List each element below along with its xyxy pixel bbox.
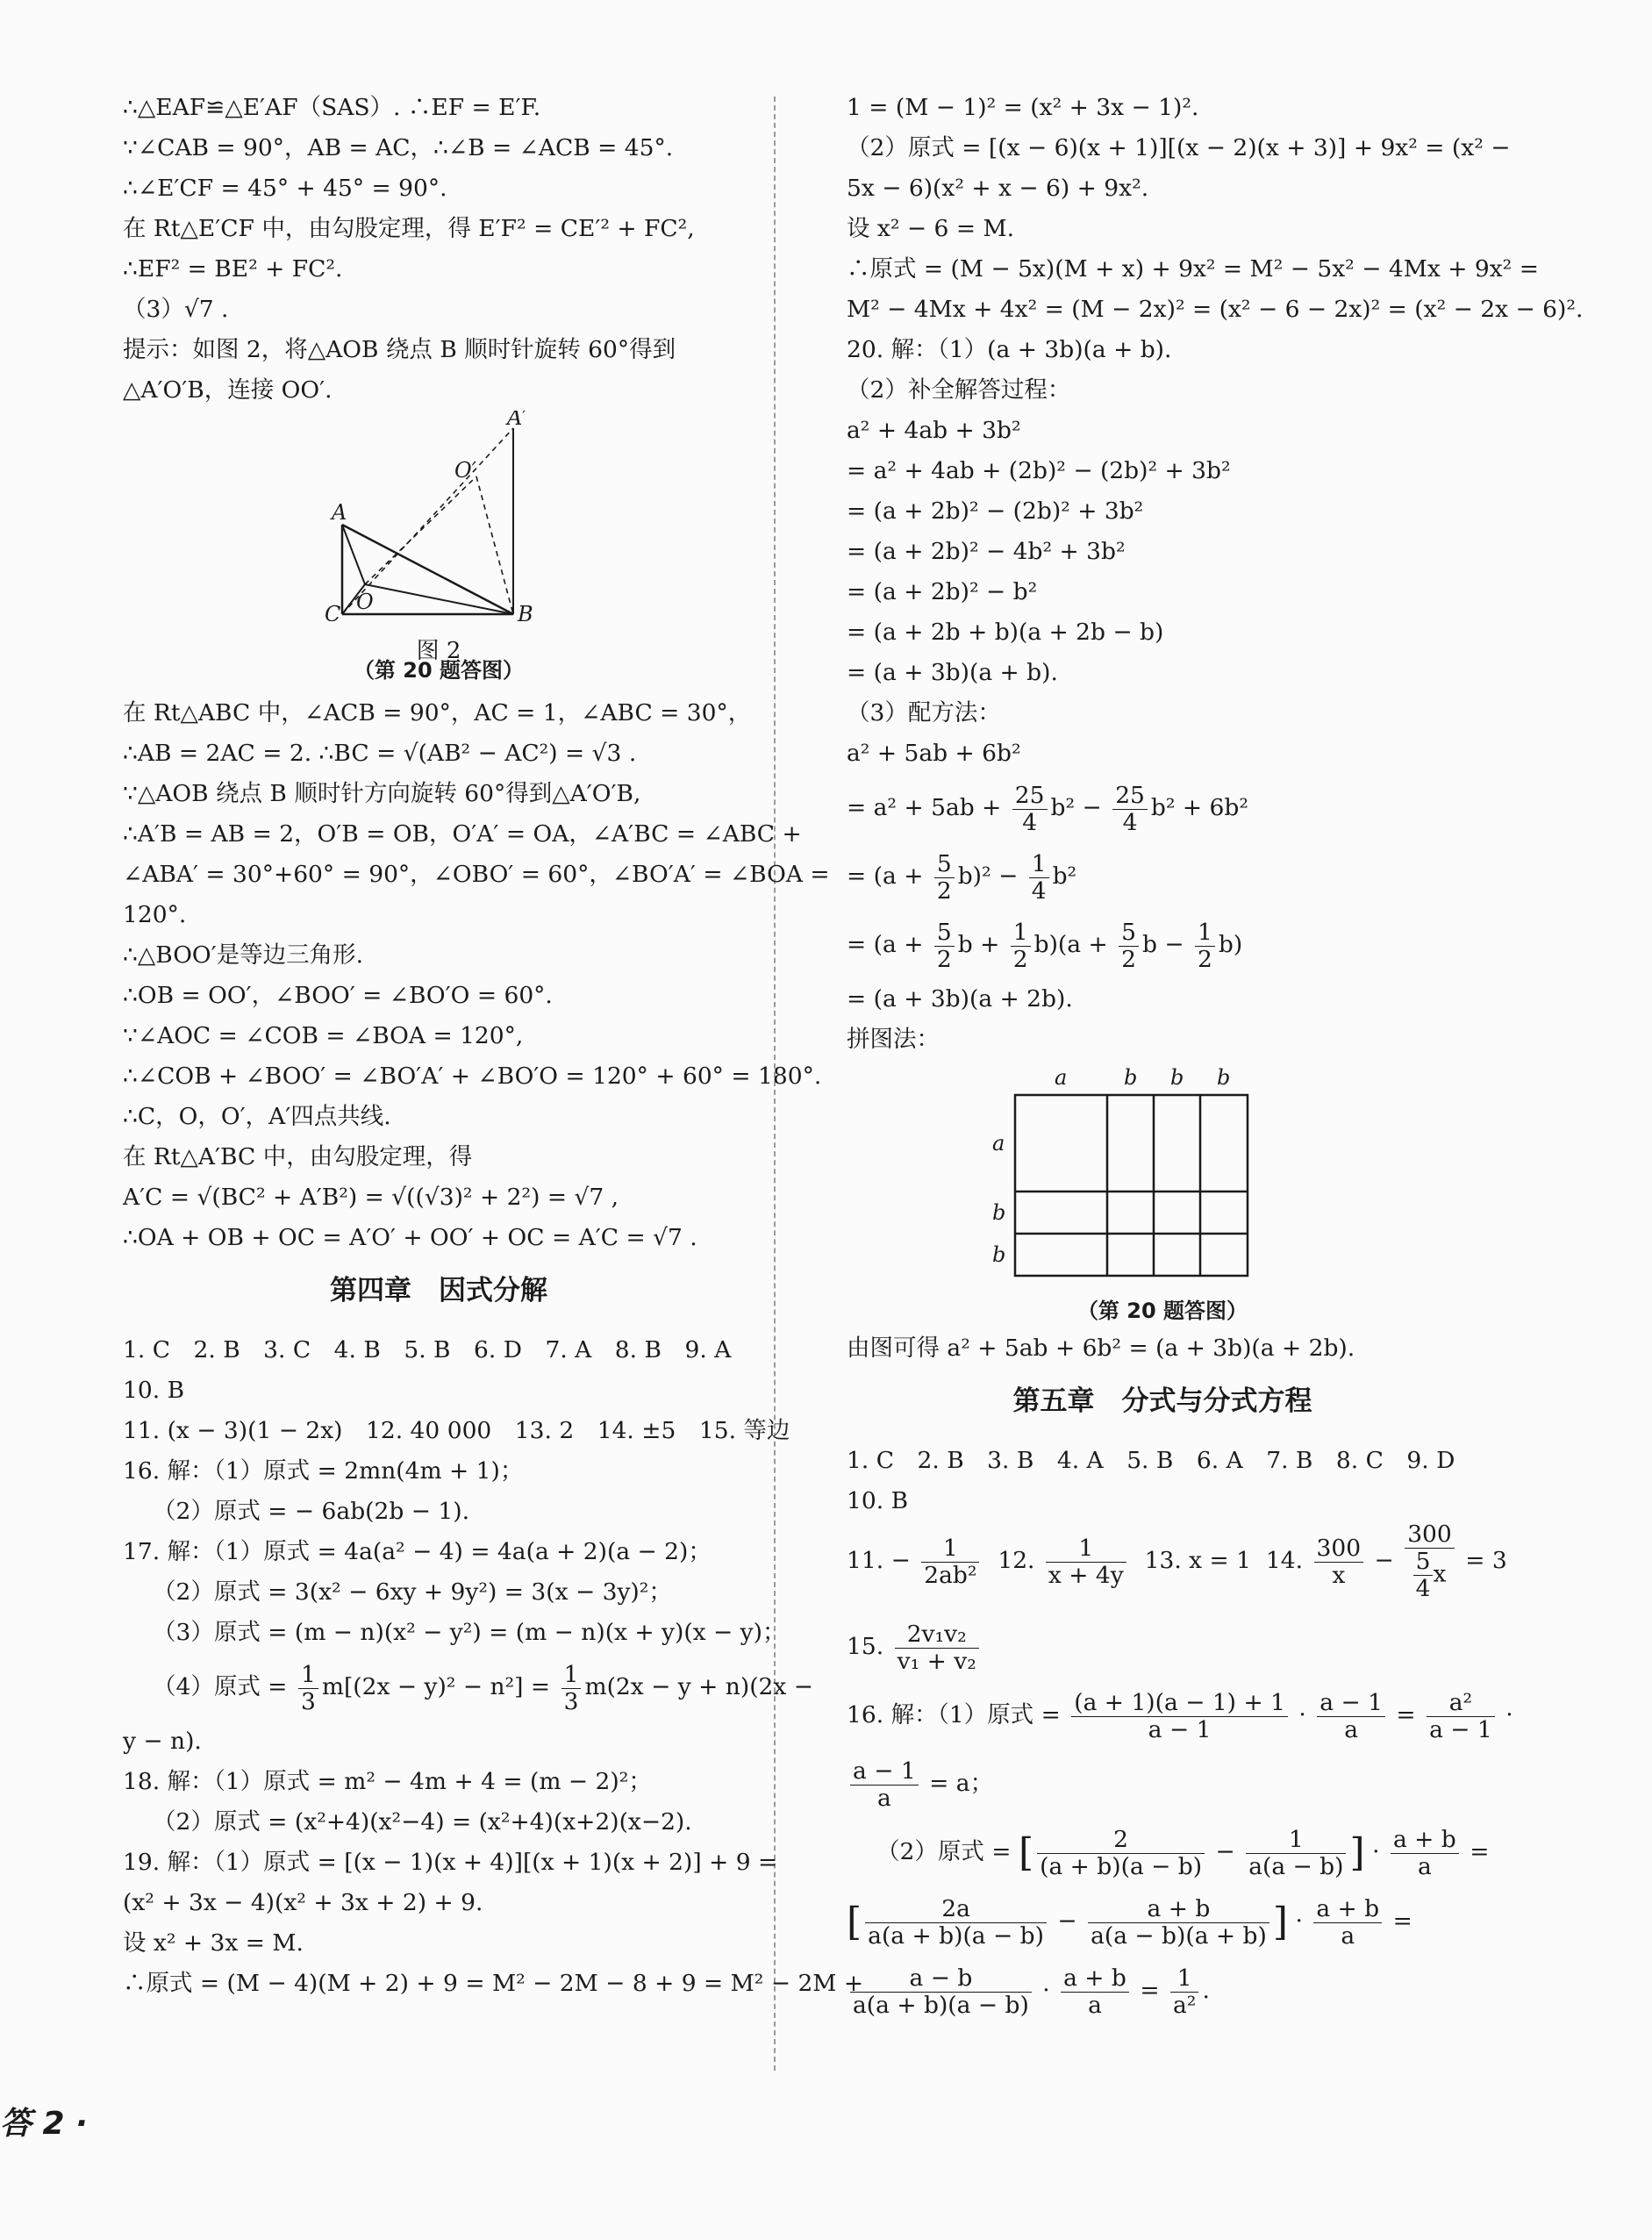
chapter-5-title: 第五章 分式与分式方程 bbox=[1012, 1385, 1312, 1417]
label-o-prime: O′ bbox=[454, 458, 477, 483]
text-line: ∴C，O，O′，A′四点共线. bbox=[123, 1103, 391, 1130]
text: x bbox=[1433, 1560, 1447, 1588]
answer-16-1 bbox=[847, 1681, 1513, 1750]
fraction bbox=[1314, 1535, 1364, 1589]
text-line: 20. 解：（1）(a + 3b)(a + b). bbox=[847, 336, 1172, 363]
text-line: ∴△BOO′是等边三角形. bbox=[123, 941, 364, 969]
text: b)(a + bbox=[1033, 931, 1108, 958]
label-top-b: b bbox=[1217, 1065, 1231, 1090]
text: （2）原式 = bbox=[876, 1838, 1012, 1865]
answer-16-2-result: $\frac{a - b}{a(a + b)(a - b)}$ · $\frac{a + b}{a}$ = $\frac{1}{\text{a²}}$ . bbox=[847, 1957, 1478, 2025]
text-line: ∵∠CAB = 90°，AB = AC，∴∠B = ∠ACB = 45°. bbox=[123, 134, 674, 161]
numerator: 300 bbox=[1314, 1535, 1364, 1563]
text: = a² + 5ab + bbox=[847, 794, 1002, 821]
text-line: 在 Rt△ABC 中，∠ACB = 90°，AC = 1，∠ABC = 30°， bbox=[123, 699, 752, 726]
text: b)² − bbox=[957, 862, 1019, 890]
numerator: a + b bbox=[1088, 1896, 1269, 1923]
text: = bbox=[1470, 1838, 1490, 1865]
text: 16. 解：（1）原式 = bbox=[847, 1701, 1061, 1728]
text-line: （3）原式 = (m − n)(x² − y²) = (m − n)(x + y)(x − y)； bbox=[153, 1619, 786, 1646]
text: m[(2x − y)² − n²] = bbox=[321, 1673, 551, 1700]
label-left-a: a bbox=[992, 1131, 1005, 1156]
chapter-4-title: 第四章 因式分解 bbox=[330, 1275, 547, 1306]
text: 15. bbox=[847, 1633, 884, 1660]
text: = bbox=[1396, 1701, 1416, 1728]
denominator: a bbox=[1088, 1991, 1102, 2019]
text: b² bbox=[1052, 862, 1077, 890]
text-line: 在 Rt△A′BC 中，由勾股定理，得 bbox=[123, 1143, 473, 1170]
numerator: 300 bbox=[1405, 1521, 1455, 1549]
fraction bbox=[1317, 1690, 1385, 1743]
answer-16-2-step: [ $\frac{2a}{a(a + b)(a - b)}$ − $\frac{a + b}{a(a - b)(a + b)}$ ] · $\frac{a + b}{a}$ = bbox=[847, 1894, 1412, 1950]
text-line: = (a + 2b)² − b² bbox=[847, 578, 1038, 605]
text-line: ∴原式 = (M − 4)(M + 2) + 9 = M² − 2M − 8 + 9 = M² − 2M + bbox=[123, 1970, 864, 1997]
numerator: (a + 1)(a − 1) + 1 bbox=[1071, 1690, 1288, 1717]
text-line: 17. 解：（1）原式 = 4a(a² − 4) = 4a(a + 2)(a − 2)； bbox=[123, 1538, 712, 1565]
numerator: 1 bbox=[1011, 920, 1031, 947]
numerator: 1 bbox=[1029, 851, 1049, 878]
text: − bbox=[1374, 1547, 1394, 1574]
text: − bbox=[1215, 1838, 1235, 1865]
text: − bbox=[1057, 1907, 1077, 1935]
numerator: 25 bbox=[1112, 783, 1148, 810]
text-line: ∵△AOB 绕点 B 顺时针方向旋转 60°得到△A′O′B, bbox=[123, 780, 641, 807]
fraction bbox=[1061, 1965, 1129, 2019]
text-line: 19. 解：（1）原式 = [(x − 1)(x + 4)][(x + 1)(x + 2)] + 9 = bbox=[123, 1849, 778, 1876]
text-line: 16. 解：（1）原式 = 2mn(4m + 1)； bbox=[123, 1457, 524, 1485]
numerator: a² bbox=[1427, 1690, 1495, 1717]
text: b) bbox=[1218, 931, 1243, 958]
text: = bbox=[1140, 1977, 1160, 2004]
text-line: 120°. bbox=[123, 901, 187, 928]
denominator: a bbox=[1417, 1852, 1432, 1880]
fraction bbox=[895, 1621, 979, 1675]
numerator: 5 bbox=[934, 851, 955, 878]
text: b + bbox=[957, 931, 1000, 958]
denominator: v₁ + v₂ bbox=[897, 1647, 976, 1675]
text-line: ∴A′B = AB = 2，O′B = OB，O′A′ = OA，∠A′BC = ∠ABC + bbox=[123, 820, 802, 848]
text-line: 设 x² + 3x = M. bbox=[123, 1929, 304, 1957]
numerator: 2v₁v₂ bbox=[895, 1621, 979, 1649]
fraction bbox=[921, 1535, 979, 1589]
triangle-diagram bbox=[123, 411, 754, 621]
fraction bbox=[850, 1758, 919, 1812]
text: 12. bbox=[998, 1547, 1035, 1574]
denominator: 3 bbox=[563, 1687, 579, 1715]
text: . bbox=[1202, 1977, 1210, 2004]
denominator: 2 bbox=[1012, 945, 1028, 973]
text-line: M² − 4Mx + 4x² = (M − 2x)² = (x² − 6 − 2x)² = (x² − 2x − 6)². bbox=[847, 296, 1584, 323]
numerator: 1 bbox=[561, 1662, 582, 1689]
text-line: 18. 解：（1）原式 = m² − 4m + 4 = (m − 2)²； bbox=[123, 1768, 652, 1795]
text-line: （2）原式 = − 6ab(2b − 1). bbox=[153, 1498, 469, 1525]
fraction bbox=[298, 1662, 318, 1715]
completing-square-line-2 bbox=[847, 842, 1478, 911]
numerator: a + b bbox=[1391, 1827, 1459, 1854]
fraction bbox=[934, 920, 955, 973]
denominator: 2 bbox=[936, 877, 952, 905]
fraction bbox=[1012, 783, 1048, 836]
tiling-figure bbox=[847, 1060, 1478, 1323]
fraction bbox=[1313, 1896, 1382, 1950]
denominator: a bbox=[1344, 1715, 1359, 1743]
fraction bbox=[1170, 1965, 1198, 2019]
text-line: ∴OA + OB + OC = A′O′ + OO′ + OC = A′C = √7 . bbox=[123, 1224, 697, 1251]
text-line: a² + 4ab + 3b² bbox=[847, 417, 1021, 444]
text: b − bbox=[1142, 931, 1184, 958]
denominator: a(a − b)(a + b) bbox=[1091, 1922, 1267, 1950]
denominator: a bbox=[1341, 1922, 1355, 1950]
fraction bbox=[865, 1896, 1047, 1950]
denominator: 2ab² bbox=[924, 1561, 977, 1589]
denominator: 4 bbox=[1415, 1575, 1431, 1602]
text-line: （2）补全解答过程： bbox=[847, 376, 1071, 404]
left-column bbox=[123, 88, 864, 2004]
label-left-b: b bbox=[992, 1200, 1006, 1225]
denominator bbox=[1405, 1549, 1455, 1602]
label-b: B bbox=[518, 602, 533, 621]
text-line: 设 x² − 6 = M. bbox=[847, 215, 1015, 242]
answer-lines-a bbox=[847, 88, 1584, 774]
fraction bbox=[1088, 1896, 1269, 1950]
denominator: 4 bbox=[1122, 808, 1138, 836]
answer-lines-d bbox=[123, 1721, 864, 2004]
numerator: 1 bbox=[1195, 920, 1215, 947]
numerator: 2a bbox=[865, 1896, 1047, 1923]
denominator: a(a + b)(a − b) bbox=[853, 1991, 1029, 2019]
answer-lines-b bbox=[123, 693, 830, 1258]
answer-lines-c bbox=[123, 1330, 790, 1653]
denominator: 4 bbox=[1031, 877, 1047, 905]
grid-caption: （第 20 题答图） bbox=[1076, 1299, 1248, 1323]
text-line: 1. C 2. B 3. B 4. A 5. B 6. A 7. B 8. C 9. D bbox=[847, 1447, 1455, 1474]
denominator: a² bbox=[1173, 1991, 1197, 2019]
numerator: 1 bbox=[921, 1535, 979, 1563]
text: = (a + bbox=[847, 862, 924, 890]
text: = bbox=[1392, 1907, 1412, 1935]
tiling-grid bbox=[847, 1060, 1478, 1323]
figure-2 bbox=[123, 411, 754, 664]
numerator: 1 bbox=[1170, 1965, 1198, 1993]
completing-square-line-3 bbox=[847, 911, 1478, 979]
text-line: ∵∠AOC = ∠COB = ∠BOA = 120°, bbox=[123, 1022, 524, 1049]
text: （4）原式 = bbox=[153, 1673, 288, 1700]
text: b² + 6b² bbox=[1150, 794, 1249, 821]
text-line: a² + 5ab + 6b² bbox=[847, 740, 1021, 767]
left-bracket: [ bbox=[1018, 1830, 1034, 1875]
denominator: a bbox=[876, 1784, 891, 1812]
text-line: ∴∠E′CF = 45° + 45° = 90°. bbox=[123, 175, 447, 202]
text: = a； bbox=[929, 1770, 994, 1797]
fraction bbox=[1391, 1827, 1459, 1880]
denominator: 2 bbox=[1121, 945, 1137, 973]
denominator: a(a + b)(a − b) bbox=[868, 1922, 1044, 1950]
text-line: 拼图法： bbox=[847, 1026, 940, 1053]
denominator: x bbox=[1332, 1561, 1346, 1589]
fraction bbox=[850, 1965, 1032, 2019]
answer-16-1-cont bbox=[847, 1750, 1478, 1818]
text-line: 5x − 6)(x² + x − 6) + 9x². bbox=[847, 175, 1149, 202]
text-line: ∴EF² = BE² + FC². bbox=[123, 255, 343, 283]
text-line: = (a + 2b)² − (2b)² + 3b² bbox=[847, 497, 1144, 525]
fraction bbox=[1112, 783, 1148, 836]
denominator: 2 bbox=[936, 945, 952, 973]
text-line: ∴△EAF≌△E′AF（SAS）. ∴EF = E′F. bbox=[123, 94, 541, 121]
fraction bbox=[1405, 1521, 1455, 1602]
fraction bbox=[1413, 1549, 1434, 1602]
text: 14. bbox=[1265, 1547, 1304, 1574]
text-line: = (a + 3b)(a + 2b). bbox=[847, 985, 1073, 1013]
fraction bbox=[934, 851, 955, 905]
label-top-b: b bbox=[1170, 1065, 1184, 1090]
numerator: 5 bbox=[934, 920, 955, 947]
text-line: （3）√7 . bbox=[123, 296, 229, 323]
label-top-b: b bbox=[1124, 1065, 1138, 1090]
text: 13. x = 1 bbox=[1144, 1547, 1252, 1574]
numerator: a − b bbox=[850, 1965, 1032, 1993]
text: = (a + bbox=[847, 931, 924, 958]
denominator: 3 bbox=[300, 1687, 316, 1715]
label-a: A bbox=[332, 500, 347, 525]
text-line: = a² + 4ab + (2b)² − (2b)² + 3b² bbox=[847, 457, 1231, 484]
right-column bbox=[847, 88, 1584, 2025]
text: b² − bbox=[1050, 794, 1102, 821]
text-line: 由图可得 a² + 5ab + 6b² = (a + 3b)(a + 2b). bbox=[847, 1335, 1355, 1362]
text-line: ∴AB = 2AC = 2. ∴BC = √(AB² − AC²) = √3 . bbox=[123, 740, 637, 767]
answer-16-2: （2）原式 = [ $\frac{2}{(a + b)(a - b)}$ − $\frac{1}{a(a - b)}$ ] · $\frac{a + b}{a}$ = bbox=[876, 1825, 1490, 1880]
right-bracket: ] bbox=[1272, 1900, 1289, 1944]
denominator: a − 1 bbox=[1429, 1715, 1492, 1743]
text-line: 10. B bbox=[123, 1377, 185, 1404]
numerator: a + b bbox=[1313, 1896, 1382, 1923]
label-left-b: b bbox=[992, 1242, 1006, 1267]
text-line: y − n). bbox=[123, 1728, 202, 1755]
figure-caption: （第 20 题答图） bbox=[353, 658, 525, 683]
completing-square-line-1 bbox=[847, 774, 1478, 842]
text: · bbox=[1298, 1701, 1306, 1728]
numerator: 5 bbox=[1119, 920, 1139, 947]
fraction bbox=[1119, 920, 1139, 973]
text-line: （2）原式 = [(x − 6)(x + 1)][(x − 2)(x + 3)] + 9x² = (x² − bbox=[847, 134, 1511, 161]
fraction bbox=[1246, 1827, 1346, 1880]
numerator: 1 bbox=[1046, 1535, 1126, 1563]
text-line: （3）配方法： bbox=[847, 699, 1001, 726]
numerator: a + b bbox=[1061, 1965, 1129, 1993]
numerator: 25 bbox=[1012, 783, 1048, 810]
text-line: A′C = √(BC² + A′B²) = √((√3)² + 2²) = √7 , bbox=[123, 1184, 619, 1211]
text-line: ∴OB = OO′，∠BOO′ = ∠BO′O = 60°. bbox=[123, 982, 553, 1009]
text-line: = (a + 3b)(a + b). bbox=[847, 659, 1058, 686]
text-line: ∴原式 = (M − 5x)(M + x) + 9x² = M² − 5x² − 4Mx + 9x² = bbox=[847, 255, 1539, 283]
text-line: = (a + 2b)² − 4b² + 3b² bbox=[847, 538, 1126, 565]
text-line: （2）原式 = 3(x² − 6xy + 9y²) = 3(x − 3y)²； bbox=[153, 1578, 672, 1606]
denominator: a − 1 bbox=[1148, 1715, 1212, 1743]
text-line: ∴∠COB + ∠BOO′ = ∠BO′A′ + ∠BO′O = 120° + 60° = 180°. bbox=[123, 1063, 822, 1090]
fraction bbox=[1071, 1690, 1288, 1743]
q17-4-line bbox=[123, 1653, 813, 1721]
fraction bbox=[1011, 920, 1031, 973]
fraction bbox=[1037, 1827, 1205, 1880]
text-line: 在 Rt△E′CF 中，由勾股定理，得 E′F² = CE′² + FC², bbox=[123, 215, 695, 242]
text-line: （2）原式 = (x²+4)(x²−4) = (x²+4)(x+2)(x−2). bbox=[153, 1808, 692, 1836]
dashed-o-o-prime bbox=[365, 476, 476, 584]
answer-lines-a bbox=[123, 88, 754, 411]
numerator: 5 bbox=[1413, 1549, 1434, 1576]
label-a-prime: A′ bbox=[507, 411, 527, 430]
text-line: 1. C 2. B 3. C 4. B 5. B 6. D 7. A 8. B 9. A bbox=[123, 1336, 732, 1363]
segment-ob bbox=[365, 584, 513, 614]
grid-outline bbox=[1015, 1095, 1248, 1276]
label-c: C bbox=[325, 602, 341, 621]
label-o: O bbox=[356, 590, 374, 614]
numerator: 1 bbox=[1246, 1827, 1346, 1854]
label-top-a: a bbox=[1055, 1065, 1068, 1090]
fraction bbox=[1046, 1535, 1126, 1589]
denominator: a(a − b) bbox=[1248, 1852, 1344, 1880]
answer-15 bbox=[847, 1613, 1478, 1681]
text-line: 10. B bbox=[847, 1487, 909, 1514]
numerator: a − 1 bbox=[850, 1758, 919, 1786]
fraction bbox=[561, 1662, 582, 1715]
fraction bbox=[1195, 920, 1215, 973]
fraction bbox=[1427, 1690, 1495, 1743]
left-bracket: [ bbox=[847, 1900, 862, 1944]
text-line: 11. (x − 3)(1 − 2x) 12. 40 000 13. 2 14. ±5 15. 等边 bbox=[123, 1417, 790, 1444]
answers-11-14 bbox=[847, 1521, 1507, 1602]
text-line: ∠ABA′ = 30°+60° = 90°，∠OBO′ = 60°，∠BO′A′ = ∠BOA = bbox=[123, 861, 830, 888]
text-line: (x² + 3x − 4)(x² + 3x + 2) + 9. bbox=[123, 1889, 483, 1916]
text-line: 提示：如图 2，将△AOB 绕点 B 顺时针旋转 60°得到 bbox=[123, 336, 676, 363]
dashed-c-a-prime bbox=[342, 428, 513, 614]
text-line: △A′O′B，连接 OO′. bbox=[123, 376, 333, 404]
text: m(2x − y + n)(2x − bbox=[584, 1673, 813, 1700]
text-line: = (a + 2b + b)(a + 2b − b) bbox=[847, 619, 1164, 646]
denominator: 4 bbox=[1022, 808, 1038, 836]
text: 11. − bbox=[847, 1547, 911, 1574]
text: · bbox=[1505, 1701, 1513, 1728]
numerator: 1 bbox=[298, 1662, 318, 1689]
dashed-o-prime-b bbox=[476, 476, 513, 614]
denominator: 2 bbox=[1198, 945, 1212, 973]
text: = 3 bbox=[1465, 1547, 1507, 1574]
text-line: 1 = (M − 1)² = (x² + 3x − 1)². bbox=[847, 94, 1199, 121]
right-bracket: ] bbox=[1349, 1830, 1365, 1875]
denominator: x + 4y bbox=[1048, 1561, 1124, 1589]
numerator: 2 bbox=[1037, 1827, 1205, 1854]
fraction bbox=[1029, 851, 1049, 905]
figure-title: 图 2 bbox=[416, 638, 461, 664]
page-number: 答 2 · bbox=[0, 2106, 88, 2142]
numerator: a − 1 bbox=[1317, 1690, 1385, 1717]
denominator: (a + b)(a − b) bbox=[1040, 1852, 1203, 1880]
